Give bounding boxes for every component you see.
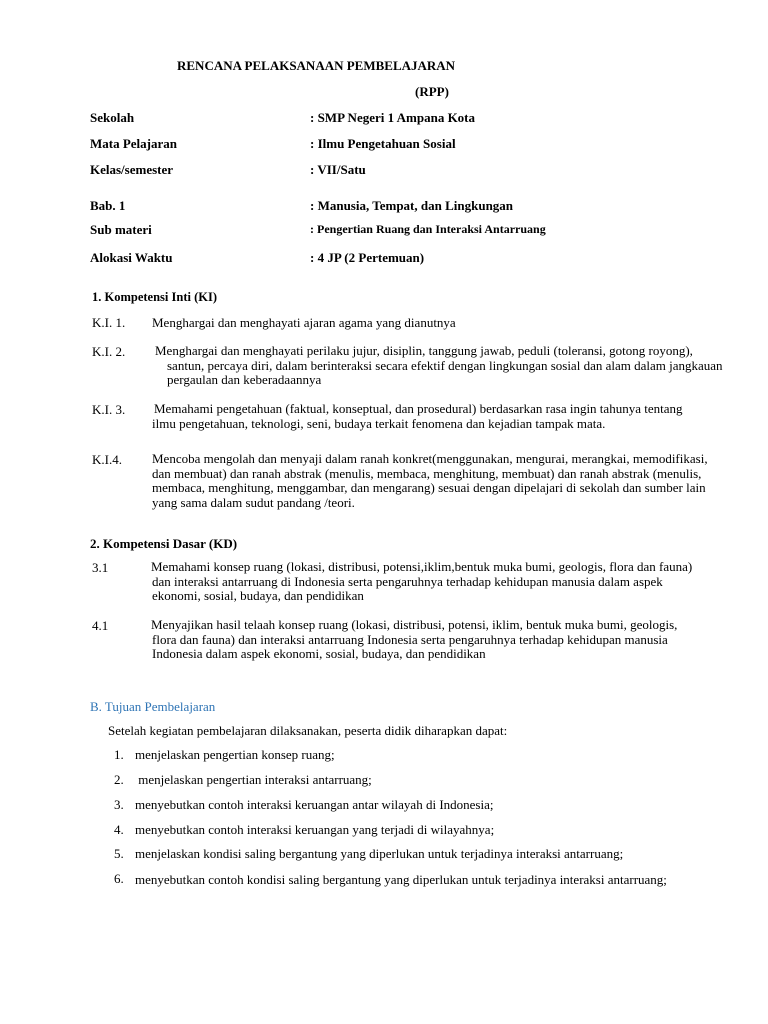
ki-code-3: K.I. 3. [92, 402, 126, 417]
identity-value-time: : 4 JP (2 Pertemuan) [310, 250, 425, 265]
identity-value-submaterial: : Pengertian Ruang dan Interaksi Antarruang [310, 222, 546, 236]
identity-label-class: Kelas/semester [90, 162, 174, 177]
tujuan-num-2: 2. [114, 772, 124, 787]
ki-code-4: K.I.4. [92, 452, 122, 467]
tujuan-item-3: menyebutkan contoh interaksi keruangan antar wilayah di Indonesia; [135, 797, 494, 812]
tujuan-num-1: 1. [114, 747, 124, 762]
identity-value-school: : SMP Negeri 1 Ampana Kota [310, 110, 476, 125]
identity-label-time: Alokasi Waktu [90, 250, 173, 265]
document-subtitle: (RPP) [415, 84, 449, 99]
ki-heading: 1. Kompetensi Inti (KI) [92, 290, 217, 304]
kd-heading: 2. Kompetensi Dasar (KD) [90, 536, 238, 551]
ki-code-1: K.I. 1. [92, 315, 126, 330]
tujuan-num-3: 3. [114, 797, 124, 812]
tujuan-item-4: menyebutkan contoh interaksi keruangan yang terjadi di wilayahnya; [135, 822, 495, 837]
identity-label-subject: Mata Pelajaran [90, 136, 178, 151]
tujuan-item-6: menyebutkan contoh kondisi saling bergantung yang diperlukan untuk terjadinya interaksi antarruang; [135, 872, 667, 887]
tujuan-item-2: menjelaskan pengertian interaksi antarruang; [135, 772, 372, 787]
ki-code-2: K.I. 2. [92, 344, 126, 359]
kd-text-2: Menyajikan hasil telaah konsep ruang (lokasi, distribusi, potensi, iklim, bentuk muka bumi, geologis, flora dan fauna) dan interaksi antarruang Indonesia serta pengaruhnya terhadap kehidupan manusia Indonesia dalam aspek ekonomi, sosial, budaya, dan pendidikan [151, 617, 678, 661]
identity-value-class: : VII/Satu [310, 162, 366, 177]
identity-label-submaterial: Sub materi [90, 222, 152, 237]
tujuan-item-5: menjelaskan kondisi saling bergantung yang diperlukan untuk terjadinya interaksi antarruang; [135, 846, 624, 861]
identity-label-school: Sekolah [90, 110, 135, 125]
tujuan-num-5: 5. [114, 846, 124, 861]
document-title: RENCANA PELAKSANAAN PEMBELAJARAN [177, 58, 456, 73]
ki-text-3: Memahami pengetahuan (faktual, konseptual, dan prosedural) berdasarkan rasa ingin tahunya tentang ilmu pengetahuan, teknologi, seni, budaya terkait fenomena dan kejadian tampak mata. [152, 401, 683, 431]
identity-value-chapter: : Manusia, Tempat, dan Lingkungan [310, 198, 514, 213]
kd-code-2: 4.1 [92, 618, 109, 633]
identity-value-subject: : Ilmu Pengetahuan Sosial [310, 136, 456, 151]
tujuan-num-6: 6. [114, 871, 124, 886]
ki-text-4: Mencoba mengolah dan menyaji dalam ranah konkret(menggunakan, mengurai, merangkai, memodifikasi, dan membuat) dan ranah abstrak (menulis, membaca, menghitung, membuat) dan ranah abstrak (menulis, membaca, menghitung, menggambar, dan mengarang) sesuai dengan dipelajari di sekolah dan sumber lain yang sama dalam sudut pandang /teori. [152, 451, 708, 510]
ki-text-2: Menghargai dan menghayati perilaku jujur, disiplin, tanggung jawab, peduli (toleransi, gotong royong), santun, percaya diri, dalam berinteraksi secara efektif dengan lingkungan sosial dan alam dalam jangkauan pergaulan dan keberadaannya [155, 343, 723, 387]
tujuan-heading: B. Tujuan Pembelajaran [90, 699, 216, 714]
tujuan-num-4: 4. [114, 822, 124, 837]
tujuan-item-1: menjelaskan pengertian konsep ruang; [135, 747, 335, 762]
ki-text-1: Menghargai dan menghayati ajaran agama yang dianutnya [152, 315, 456, 330]
identity-label-chapter: Bab. 1 [90, 198, 126, 213]
tujuan-intro: Setelah kegiatan pembelajaran dilaksanakan, peserta didik diharapkan dapat: [108, 723, 508, 738]
kd-text-1: Memahami konsep ruang (lokasi, distribusi, potensi,iklim,bentuk muka bumi, geologis, flora dan fauna) dan interaksi antarruang di Indonesia serta pengaruhnya terhadap kehidupan manusia dalam aspek ekonomi, sosial, budaya, dan pendidikan [151, 559, 693, 603]
kd-code-1: 3.1 [92, 560, 109, 575]
